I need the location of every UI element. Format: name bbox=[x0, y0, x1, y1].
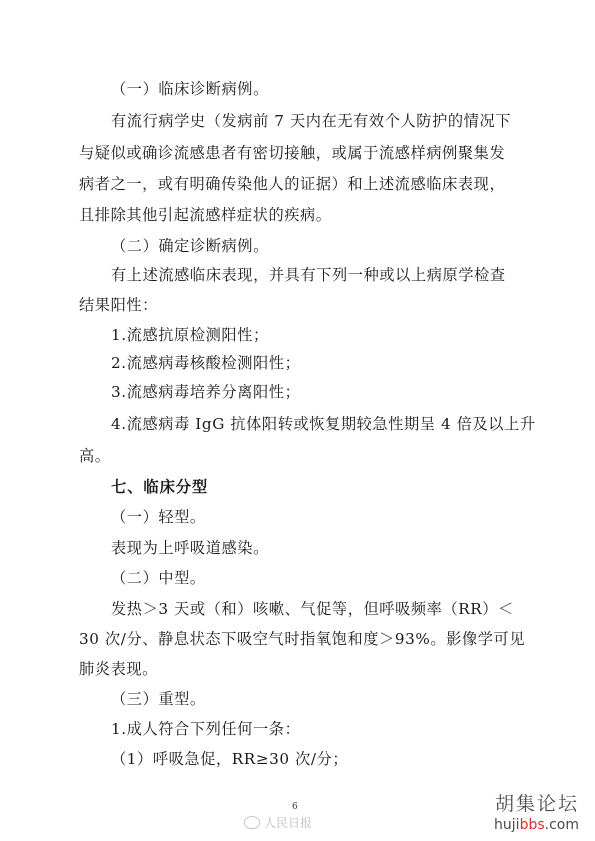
subsection-heading-clinical-diagnosis: （一）临床诊断病例。 bbox=[111, 80, 269, 98]
paragraph-line: 30 次/分、静息状态下吸空气时指氧饱和度＞93%。影像学可见 bbox=[79, 630, 526, 648]
list-item: 3.流感病毒培养分离阳性； bbox=[111, 383, 301, 401]
site-watermark-url: hujibbs.com bbox=[494, 817, 579, 833]
subsection-heading-moderate: （二）中型。 bbox=[111, 569, 206, 587]
list-item: 1.流感抗原检测阳性； bbox=[111, 326, 269, 344]
paragraph-line: 病者之一，或有明确传染他人的证据）和上述流感临床表现， bbox=[79, 175, 506, 193]
weibo-watermark bbox=[244, 814, 312, 831]
paragraph-line: 高。 bbox=[79, 447, 111, 465]
paragraph-line: 且排除其他引起流感样症状的疾病。 bbox=[79, 206, 332, 224]
weibo-icon bbox=[244, 816, 260, 829]
subsection-heading-confirmed-diagnosis: （二）确定诊断病例。 bbox=[111, 237, 269, 255]
subsection-heading-severe: （三）重型。 bbox=[111, 690, 206, 708]
paragraph-line: 表现为上呼吸道感染。 bbox=[111, 539, 269, 557]
paragraph-line: 与疑似或确诊流感患者有密切接触，或属于流感样病例聚集发 bbox=[79, 144, 506, 162]
section-heading-clinical-classification: 七、临床分型 bbox=[111, 478, 209, 496]
paragraph-line: 发热＞3 天或（和）咳嗽、气促等，但呼吸频率（RR）＜ bbox=[111, 600, 514, 618]
weibo-watermark-text: 人民日报 bbox=[264, 816, 313, 830]
list-item: 4.流感病毒 IgG 抗体阳转或恢复期较急性期呈 4 倍及以上升 bbox=[111, 415, 536, 433]
paragraph-line: 肺炎表现。 bbox=[79, 660, 158, 678]
list-item: （1）呼吸急促，RR≥30 次/分； bbox=[111, 750, 349, 768]
site-watermark-title: 胡集论坛 bbox=[494, 793, 579, 815]
page-number: 6 bbox=[292, 802, 298, 812]
paragraph-line: 结果阳性： bbox=[79, 296, 158, 314]
paragraph-line: 有流行病学史（发病前 7 天内在无有效个人防护的情况下 bbox=[111, 112, 512, 130]
site-watermark bbox=[494, 792, 579, 834]
subsection-heading-mild: （一）轻型。 bbox=[111, 508, 206, 526]
paragraph-line: 1.成人符合下列任何一条： bbox=[111, 720, 301, 738]
paragraph-line: 有上述流感临床表现，并具有下列一种或以上病原学检查 bbox=[111, 266, 506, 284]
list-item: 2.流感病毒核酸检测阳性； bbox=[111, 354, 301, 372]
